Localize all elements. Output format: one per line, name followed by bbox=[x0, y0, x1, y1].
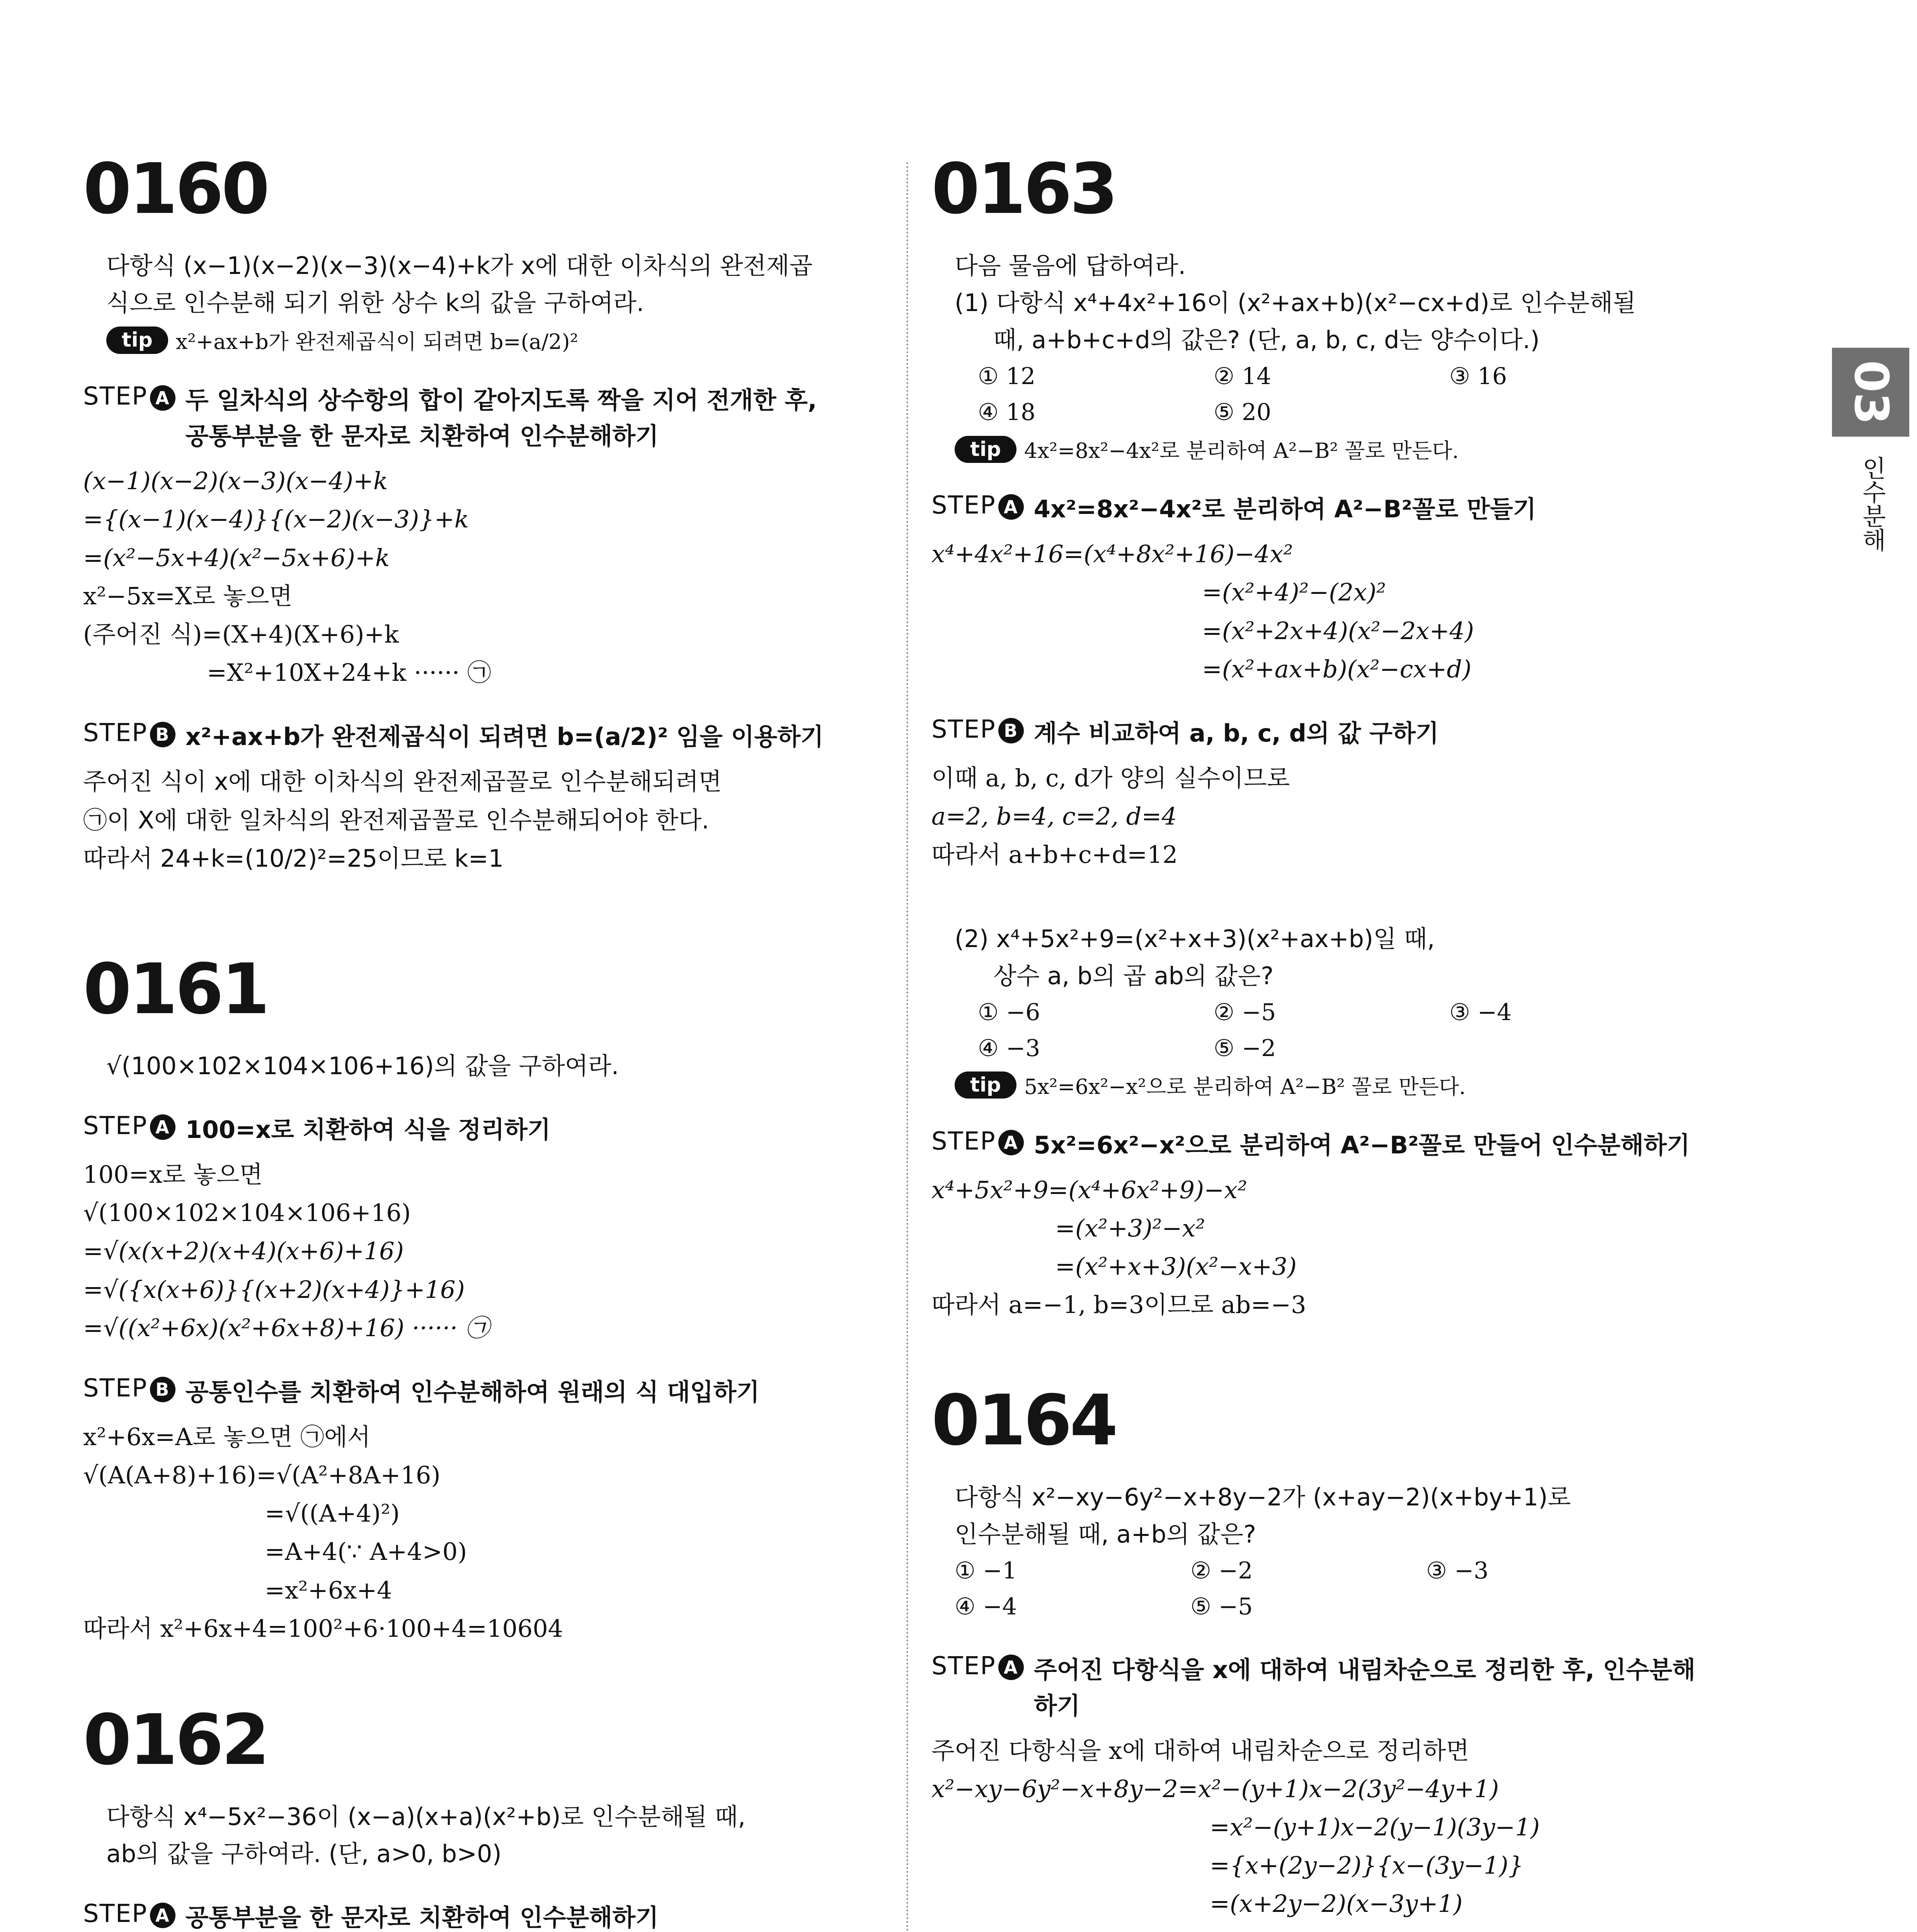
solution-work bbox=[931, 535, 1759, 688]
step-title: 4x²=8x²−4x²로 분리하여 A²−B²꼴로 만들기 bbox=[1033, 495, 1536, 524]
step-label: STEP B bbox=[931, 715, 1024, 744]
chapter-tab: 03 bbox=[1832, 348, 1909, 437]
choice: ④ −3 bbox=[978, 1034, 1040, 1062]
work-line: x⁴+4x²+16=(x⁴+8x²+16)−4x² bbox=[931, 540, 1293, 568]
problem-number: 0160 bbox=[83, 149, 267, 230]
step-letter: A bbox=[150, 1114, 175, 1140]
work-line: =(x+2y−2)(x−3y+1) bbox=[1210, 1889, 1463, 1918]
step-letter: B bbox=[150, 722, 175, 747]
work-line: a=2, b=4, c=2, d=4 bbox=[931, 802, 1177, 831]
problem-0163 bbox=[931, 149, 1759, 1324]
step-b bbox=[931, 715, 1759, 751]
work-line: (주어진 식)=(X+4)(X+6)+k bbox=[83, 620, 399, 648]
tip-text: x²+ax+b가 완전제곱식이 되려면 b=(a/2)² bbox=[175, 330, 579, 354]
work-line: =X²+10X+24+k ······ ㉠ bbox=[207, 658, 491, 687]
choice: ① −1 bbox=[955, 1557, 1017, 1584]
statement-line: 다항식 x⁴−5x²−36이 (x−a)(x+a)(x²+b)로 인수분해될 때, bbox=[106, 1803, 746, 1831]
problem-statement bbox=[955, 1479, 1759, 1553]
problem-0164 bbox=[931, 1380, 1759, 1932]
problem-statement bbox=[106, 1798, 879, 1872]
work-line: =√({x(x+6)}{(x+2)(x+4)}+16) bbox=[83, 1275, 465, 1304]
chapter-label: 인수분해 bbox=[1858, 456, 1886, 552]
choice: ⑤ −2 bbox=[1214, 1034, 1276, 1062]
step-a bbox=[83, 1900, 879, 1932]
choice: ② −5 bbox=[1214, 998, 1276, 1026]
step-label: STEP A bbox=[931, 491, 1024, 520]
left-column bbox=[83, 149, 879, 1932]
work-line: =x²−(y+1)x−2(y−1)(3y−1) bbox=[1210, 1813, 1540, 1842]
step-label: STEP A bbox=[83, 382, 175, 411]
problem-0161 bbox=[83, 949, 879, 1648]
problem-statement-part2 bbox=[955, 920, 1759, 995]
tip bbox=[955, 434, 1759, 464]
problem-0162 bbox=[83, 1700, 879, 1932]
step-title: 주어진 다항식을 x에 대하여 내림차순으로 정리한 후, 인수분해 하기 bbox=[1033, 1655, 1696, 1720]
column-divider bbox=[906, 162, 908, 1932]
statement-line: 상수 a, b의 곱 ab의 값은? bbox=[993, 961, 1274, 990]
problem-number: 0162 bbox=[83, 1700, 267, 1781]
work-line: =√((A+4)²) bbox=[265, 1499, 400, 1528]
problem-statement bbox=[106, 247, 879, 321]
work-line: (x−1)(x−2)(x−3)(x−4)+k bbox=[83, 467, 388, 495]
work-line: =(x²+x+3)(x²−x+3) bbox=[1055, 1252, 1297, 1281]
choice: ⑤ 20 bbox=[1214, 399, 1272, 426]
problem-0160 bbox=[83, 149, 879, 878]
solution-work bbox=[83, 1418, 879, 1648]
step-label: STEP B bbox=[83, 1374, 175, 1403]
step-a bbox=[931, 491, 1759, 527]
answer-choices bbox=[978, 359, 1759, 430]
work-line: =(x²+4)²−(2x)² bbox=[1202, 578, 1386, 607]
step-a bbox=[83, 1112, 879, 1148]
work-line: =(x²+ax+b)(x²−cx+d) bbox=[1202, 655, 1472, 683]
problem-statement bbox=[955, 247, 1759, 359]
solution-work bbox=[931, 759, 1759, 874]
work-line: 따라서 x²+6x+4=100²+6·100+4=10604 bbox=[83, 1614, 564, 1643]
step-label: STEP A bbox=[83, 1112, 175, 1140]
work-line: ={x+(2y−2)}{x−(3y−1)} bbox=[1210, 1851, 1524, 1880]
step-b bbox=[83, 1374, 879, 1410]
problem-number: 0164 bbox=[931, 1380, 1116, 1461]
step-title: 공통부분을 한 문자로 치환하여 인수분해하기 bbox=[185, 1903, 659, 1932]
work-line: 따라서 24+k=(10/2)²=25이므로 k=1 bbox=[83, 844, 504, 872]
step-letter: A bbox=[150, 1903, 175, 1928]
step-label: STEP A bbox=[931, 1127, 1024, 1156]
step-letter: A bbox=[150, 385, 175, 411]
work-line: x²−xy−6y²−x+8y−2=x²−(y+1)x−2(3y²−4y+1) bbox=[931, 1774, 1499, 1803]
work-line: 따라서 a+b+c+d=12 bbox=[931, 840, 1178, 869]
answer-choices bbox=[978, 995, 1759, 1066]
choice: ③ 16 bbox=[1449, 363, 1507, 390]
work-line: =A+4(∵ A+4>0) bbox=[265, 1537, 467, 1566]
solution-work bbox=[83, 762, 879, 878]
step-a bbox=[83, 382, 879, 454]
step-title: x²+ax+b가 완전제곱식이 되려면 b=(a/2)² 임을 이용하기 bbox=[185, 723, 824, 751]
choice: ④ 18 bbox=[978, 399, 1036, 426]
work-line: √(A(A+8)+16)=√(A²+8A+16) bbox=[83, 1461, 441, 1490]
choice: ② −2 bbox=[1190, 1557, 1253, 1584]
work-line: ={(x−1)(x−4)}{(x−2)(x−3)}+k bbox=[83, 505, 469, 534]
right-column bbox=[931, 149, 1759, 1932]
solution-work bbox=[83, 1155, 879, 1347]
step-letter: A bbox=[998, 1655, 1024, 1680]
step-title: 공통인수를 치환하여 인수분해하여 원래의 식 대입하기 bbox=[185, 1378, 760, 1406]
statement-line: 다항식 (x−1)(x−2)(x−3)(x−4)+k가 x에 대한 이차식의 완전제곱 bbox=[106, 252, 813, 280]
problem-number: 0163 bbox=[931, 149, 1116, 230]
answer-choices bbox=[955, 1553, 1759, 1625]
tip-text: 5x²=6x²−x²으로 분리하여 A²−B² 꼴로 만든다. bbox=[1024, 1074, 1466, 1099]
choice: ① 12 bbox=[978, 363, 1036, 390]
work-line: =(x²+3)²−x² bbox=[1055, 1214, 1205, 1242]
choice: ① −6 bbox=[978, 998, 1040, 1026]
work-line: 100=x로 놓으면 bbox=[83, 1160, 263, 1189]
solution-work bbox=[931, 1731, 1759, 1923]
step-a bbox=[931, 1127, 1759, 1163]
statement-line: ab의 값을 구하여라. (단, a>0, b>0) bbox=[106, 1840, 502, 1868]
step-letter: B bbox=[998, 718, 1024, 743]
choice: ② 14 bbox=[1214, 363, 1272, 390]
statement-line: 식으로 인수분해 되기 위한 상수 k의 값을 구하여라. bbox=[106, 289, 644, 317]
choice: ④ −4 bbox=[955, 1593, 1017, 1620]
step-title: 두 일차식의 상수항의 합이 같아지도록 짝을 지어 전개한 후, 공통부분을 한 문자로 치환하여 인수분해하기 bbox=[185, 386, 817, 451]
statement-line: 다음 물음에 답하여라. bbox=[955, 252, 1186, 280]
statement-line: 다항식 x²−xy−6y²−x+8y−2가 (x+ay−2)(x+by+1)로 bbox=[955, 1483, 1571, 1511]
work-line: 주어진 식이 x에 대한 이차식의 완전제곱꼴로 인수분해되려면 bbox=[83, 767, 722, 796]
step-title: 계수 비교하여 a, b, c, d의 값 구하기 bbox=[1033, 719, 1439, 748]
step-label: STEP B bbox=[83, 719, 175, 747]
tip-badge: tip bbox=[955, 436, 1016, 463]
choice: ③ −4 bbox=[1449, 998, 1512, 1026]
statement-line: 인수분해될 때, a+b의 값은? bbox=[955, 1520, 1256, 1548]
tip-badge: tip bbox=[106, 327, 168, 354]
step-a bbox=[931, 1652, 1759, 1724]
choice: ③ −3 bbox=[1426, 1557, 1489, 1584]
work-line: √(100×102×104×106+16) bbox=[83, 1199, 411, 1227]
statement-line: (2) x⁴+5x²+9=(x²+x+3)(x²+ax+b)일 때, bbox=[955, 924, 1435, 953]
statement-line: (1) 다항식 x⁴+4x²+16이 (x²+ax+b)(x²−cx+d)로 인수분해될 bbox=[955, 289, 1636, 317]
solution-work bbox=[931, 1171, 1759, 1324]
tip-text: 4x²=8x²−4x²로 분리하여 A²−B² 꼴로 만든다. bbox=[1024, 439, 1459, 463]
work-line: ㉠이 X에 대한 일차식의 완전제곱꼴로 인수분해되어야 한다. bbox=[83, 806, 709, 834]
work-line: 이때 a, b, c, d가 양의 실수이므로 bbox=[931, 764, 1290, 793]
step-title: 5x²=6x²−x²으로 분리하여 A²−B²꼴로 만들어 인수분해하기 bbox=[1033, 1131, 1690, 1159]
work-line: 주어진 다항식을 x에 대하여 내림차순으로 정리하면 bbox=[931, 1736, 1469, 1765]
step-letter: A bbox=[998, 1130, 1024, 1155]
step-label: STEP A bbox=[83, 1900, 175, 1928]
problem-number: 0161 bbox=[83, 949, 267, 1030]
step-label: STEP A bbox=[931, 1652, 1024, 1680]
step-letter: B bbox=[150, 1377, 175, 1402]
tip bbox=[955, 1070, 1759, 1100]
work-line: 따라서 a=−1, b=3이므로 ab=−3 bbox=[931, 1291, 1306, 1319]
work-line: x²−5x=X로 놓으면 bbox=[83, 582, 293, 610]
work-line: =√((x²+6x)(x²+6x+8)+16) ······ ㉠ bbox=[83, 1313, 489, 1342]
statement-line: 때, a+b+c+d의 값은? (단, a, b, c, d는 양수이다.) bbox=[993, 326, 1540, 354]
work-line: =(x²−5x+4)(x²−5x+6)+k bbox=[83, 543, 390, 572]
work-line: =(x²+2x+4)(x²−2x+4) bbox=[1202, 616, 1474, 645]
step-letter: A bbox=[998, 494, 1024, 520]
work-line: x⁴+5x²+9=(x⁴+6x²+9)−x² bbox=[931, 1175, 1247, 1204]
solution-work bbox=[83, 462, 879, 692]
work-line: x²+6x=A로 놓으면 ㉠에서 bbox=[83, 1422, 371, 1451]
step-title: 100=x로 치환하여 식을 정리하기 bbox=[185, 1115, 551, 1144]
tip bbox=[106, 325, 879, 355]
tip-badge: tip bbox=[955, 1071, 1016, 1099]
problem-statement: √(100×102×104×106+16)의 값을 구하여라. bbox=[106, 1051, 619, 1080]
work-line: =√(x(x+2)(x+4)(x+6)+16) bbox=[83, 1237, 404, 1265]
step-b bbox=[83, 719, 879, 755]
choice: ⑤ −5 bbox=[1190, 1593, 1253, 1620]
work-line: =x²+6x+4 bbox=[265, 1576, 392, 1604]
